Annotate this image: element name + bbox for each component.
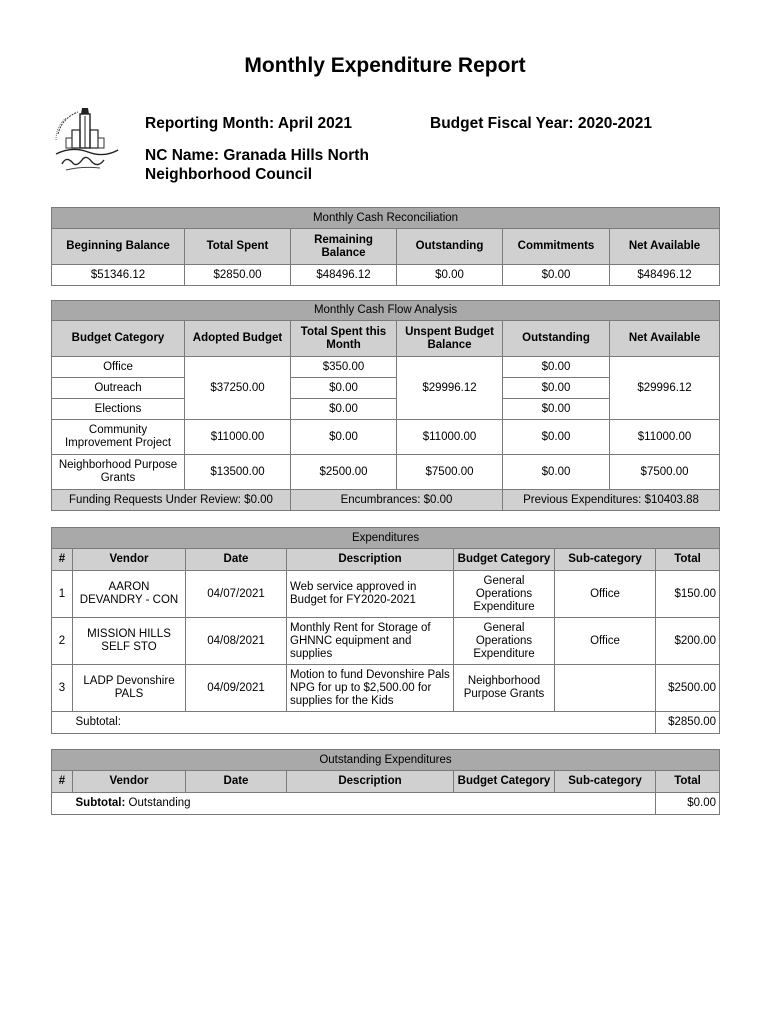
outstanding: $0.00 (503, 378, 610, 399)
spent-this-month: $0.00 (291, 420, 397, 455)
column-header: Description (287, 549, 454, 571)
city-hall-logo-icon (52, 104, 122, 176)
section-title: Monthly Cash Reconciliation (52, 208, 720, 229)
net-available: $7500.00 (610, 455, 720, 490)
budget-category: Neighborhood Purpose Grants (454, 665, 555, 712)
column-header: Total Spent this Month (291, 321, 397, 357)
row-number: 2 (52, 618, 73, 665)
subtotal-label: Subtotal: (73, 712, 656, 734)
outstanding: $0.00 (503, 357, 610, 378)
remaining-balance-value: $48496.12 (291, 265, 397, 286)
column-header: Total Spent (185, 229, 291, 265)
date: 04/09/2021 (186, 665, 287, 712)
column-header: Budget Category (454, 771, 555, 793)
beginning-balance-value: $51346.12 (52, 265, 185, 286)
spent-this-month: $0.00 (291, 399, 397, 420)
adopted-budget: $13500.00 (185, 455, 291, 490)
spent-this-month: $350.00 (291, 357, 397, 378)
spent-this-month: $0.00 (291, 378, 397, 399)
column-header: Adopted Budget (185, 321, 291, 357)
section-title: Monthly Cash Flow Analysis (52, 301, 720, 321)
table-row (52, 357, 720, 378)
column-header: Vendor (73, 771, 186, 793)
budget-category: Office (52, 357, 185, 378)
section-title: Expenditures (52, 528, 720, 549)
sub-category: Office (555, 571, 656, 618)
encumbrances: Encumbrances: $0.00 (291, 490, 503, 511)
commitments-value: $0.00 (503, 265, 610, 286)
table-row (52, 618, 720, 665)
adopted-budget: $37250.00 (185, 357, 291, 420)
vendor: LADP Devonshire PALS (73, 665, 186, 712)
sub-category: Office (555, 618, 656, 665)
sub-category (555, 665, 656, 712)
report-title: Monthly Expenditure Report (244, 54, 526, 77)
unspent-balance: $11000.00 (397, 420, 503, 455)
column-header: Net Available (610, 321, 720, 357)
column-header: Sub-category (555, 549, 656, 571)
budget-category: Neighborhood Purpose Grants (52, 455, 185, 490)
subtotal-suffix: Outstanding (128, 797, 191, 809)
outstanding-value: $0.00 (397, 265, 503, 286)
total: $2500.00 (656, 665, 720, 712)
column-header: Total (656, 549, 720, 571)
column-header: Budget Category (52, 321, 185, 357)
outstanding: $0.00 (503, 420, 610, 455)
subtotal-value: $2850.00 (656, 712, 720, 734)
column-header: Remaining Balance (291, 229, 397, 265)
vendor: AARON DEVANDRY - CON (73, 571, 186, 618)
expenditures-table (51, 527, 720, 734)
column-header: Unspent Budget Balance (397, 321, 503, 357)
table-row (52, 455, 720, 490)
net-available-value: $48496.12 (610, 265, 720, 286)
subtotal-value: $0.00 (656, 793, 720, 815)
date: 04/08/2021 (186, 618, 287, 665)
description: Motion to fund Devonshire Pals NPG for up to $2,500.00 for supplies for the Kids (287, 665, 454, 712)
column-header: Outstanding (503, 321, 610, 357)
table-row (52, 571, 720, 618)
total-spent-value: $2850.00 (185, 265, 291, 286)
budget-category: Outreach (52, 378, 185, 399)
column-header: Commitments (503, 229, 610, 265)
column-header: Total (656, 771, 720, 793)
budget-category: General Operations Expenditure (454, 571, 555, 618)
unspent-balance: $7500.00 (397, 455, 503, 490)
funding-requests: Funding Requests Under Review: $0.00 (52, 490, 291, 511)
reporting-month: Reporting Month: April 2021 (145, 115, 352, 132)
date: 04/07/2021 (186, 571, 287, 618)
spent-this-month: $2500.00 (291, 455, 397, 490)
adopted-budget: $11000.00 (185, 420, 291, 455)
cash-reconciliation-table (51, 207, 720, 286)
column-header: Outstanding (397, 229, 503, 265)
total: $200.00 (656, 618, 720, 665)
net-available: $11000.00 (610, 420, 720, 455)
total: $150.00 (656, 571, 720, 618)
net-available: $29996.12 (610, 357, 720, 420)
vendor: MISSION HILLS SELF STO (73, 618, 186, 665)
column-header: Budget Category (454, 549, 555, 571)
description: Monthly Rent for Storage of GHNNC equipment and supplies (287, 618, 454, 665)
budget-category: Community Improvement Project (52, 420, 185, 455)
outstanding-expenditures-table (51, 749, 720, 815)
section-title: Outstanding Expenditures (52, 750, 720, 771)
outstanding: $0.00 (503, 455, 610, 490)
column-header: Net Available (610, 229, 720, 265)
column-header: Date (186, 771, 287, 793)
nc-name: NC Name: Granada Hills North Neighborhood Council (145, 147, 369, 183)
previous-expenditures: Previous Expenditures: $10403.88 (503, 490, 720, 511)
column-header: # (52, 771, 73, 793)
column-header: Vendor (73, 549, 186, 571)
column-header: Beginning Balance (52, 229, 185, 265)
budget-category: General Operations Expenditure (454, 618, 555, 665)
cash-flow-table (51, 300, 720, 511)
column-header: # (52, 549, 73, 571)
table-row (52, 420, 720, 455)
row-number: 3 (52, 665, 73, 712)
row-number: 1 (52, 571, 73, 618)
column-header: Sub-category (555, 771, 656, 793)
description: Web service approved in Budget for FY2020-2021 (287, 571, 454, 618)
outstanding-subtotal (73, 793, 656, 815)
fiscal-year: Budget Fiscal Year: 2020-2021 (430, 115, 653, 132)
column-header: Description (287, 771, 454, 793)
column-header: Date (186, 549, 287, 571)
outstanding: $0.00 (503, 399, 610, 420)
budget-category: Elections (52, 399, 185, 420)
subtotal-label: Subtotal: (75, 797, 126, 809)
table-row (52, 665, 720, 712)
unspent-balance: $29996.12 (397, 357, 503, 420)
